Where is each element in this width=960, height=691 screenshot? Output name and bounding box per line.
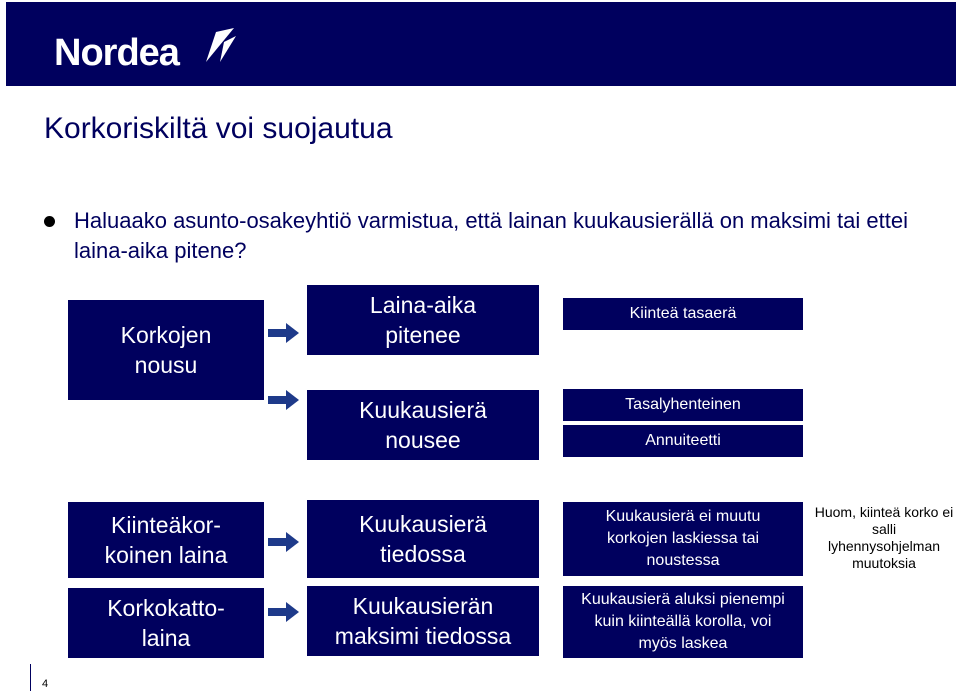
- type-even-box: [563, 389, 803, 421]
- effect-top-box: [307, 285, 539, 355]
- type-fixed-label: Kiinteä tasaerä: [629, 305, 737, 322]
- page-number: 4: [42, 678, 49, 690]
- effect-bottom-box: [307, 390, 539, 460]
- cap-result-label: Kuukausierän maksimi tiedossa: [334, 593, 512, 649]
- bullet-text: Haluaako asunto-osakeyhtiö varmistua, että lainan kuukausierällä on maksimi tai ettei laina-aika pitene?: [74, 208, 908, 263]
- fixed-result-label: Kuukausierä tiedossa: [359, 511, 487, 567]
- fixed-loan-box: [68, 502, 264, 578]
- cap-result-box: [307, 586, 539, 656]
- type-annuity-box: [563, 425, 803, 457]
- fixed-note-text: Huom, kiinteä korko ei salli lyhennysohjelman muutoksia: [814, 504, 954, 571]
- arrow-right-icon: [268, 600, 300, 624]
- arrow-right-icon: [268, 388, 300, 412]
- bullet-item: [44, 206, 924, 266]
- slide-title: Korkoriskiltä voi suojautua: [44, 112, 393, 145]
- effect-top-label: Laina-aika pitenee: [369, 292, 477, 348]
- fixed-detail-label: Kuukausierä ei muutu korkojen laskiessa tai noustessa: [605, 508, 761, 569]
- cap-loan-box: [68, 588, 264, 658]
- footer-divider: [30, 664, 31, 691]
- nordea-logo: [54, 26, 244, 76]
- cap-loan-label: Korkokatto-laina: [107, 595, 225, 651]
- cause-box: [68, 300, 264, 400]
- fixed-note: [814, 500, 954, 576]
- logo-text: Nordea: [54, 32, 179, 74]
- fixed-loan-label: Kiinteäkor-koinen laina: [104, 512, 228, 568]
- fixed-detail-box: [563, 502, 803, 576]
- type-even-label: Tasalyhenteinen: [625, 396, 741, 413]
- bullet-dot-icon: [44, 216, 55, 227]
- arrow-right-icon: [268, 530, 300, 554]
- fixed-result-box: [307, 500, 539, 578]
- type-annuity-label: Annuiteetti: [645, 432, 721, 449]
- header-bar: [6, 2, 956, 86]
- type-fixed-box: [563, 298, 803, 330]
- effect-bottom-label: Kuukausierä nousee: [359, 397, 487, 453]
- sail-icon: [202, 26, 238, 66]
- cause-label: Korkojen nousu: [120, 322, 212, 378]
- cap-detail-label: Kuukausierä aluksi pienempi kuin kiinteällä korolla, voi myös laskea: [581, 591, 785, 652]
- cap-detail-box: [563, 586, 803, 658]
- arrow-right-icon: [268, 321, 300, 345]
